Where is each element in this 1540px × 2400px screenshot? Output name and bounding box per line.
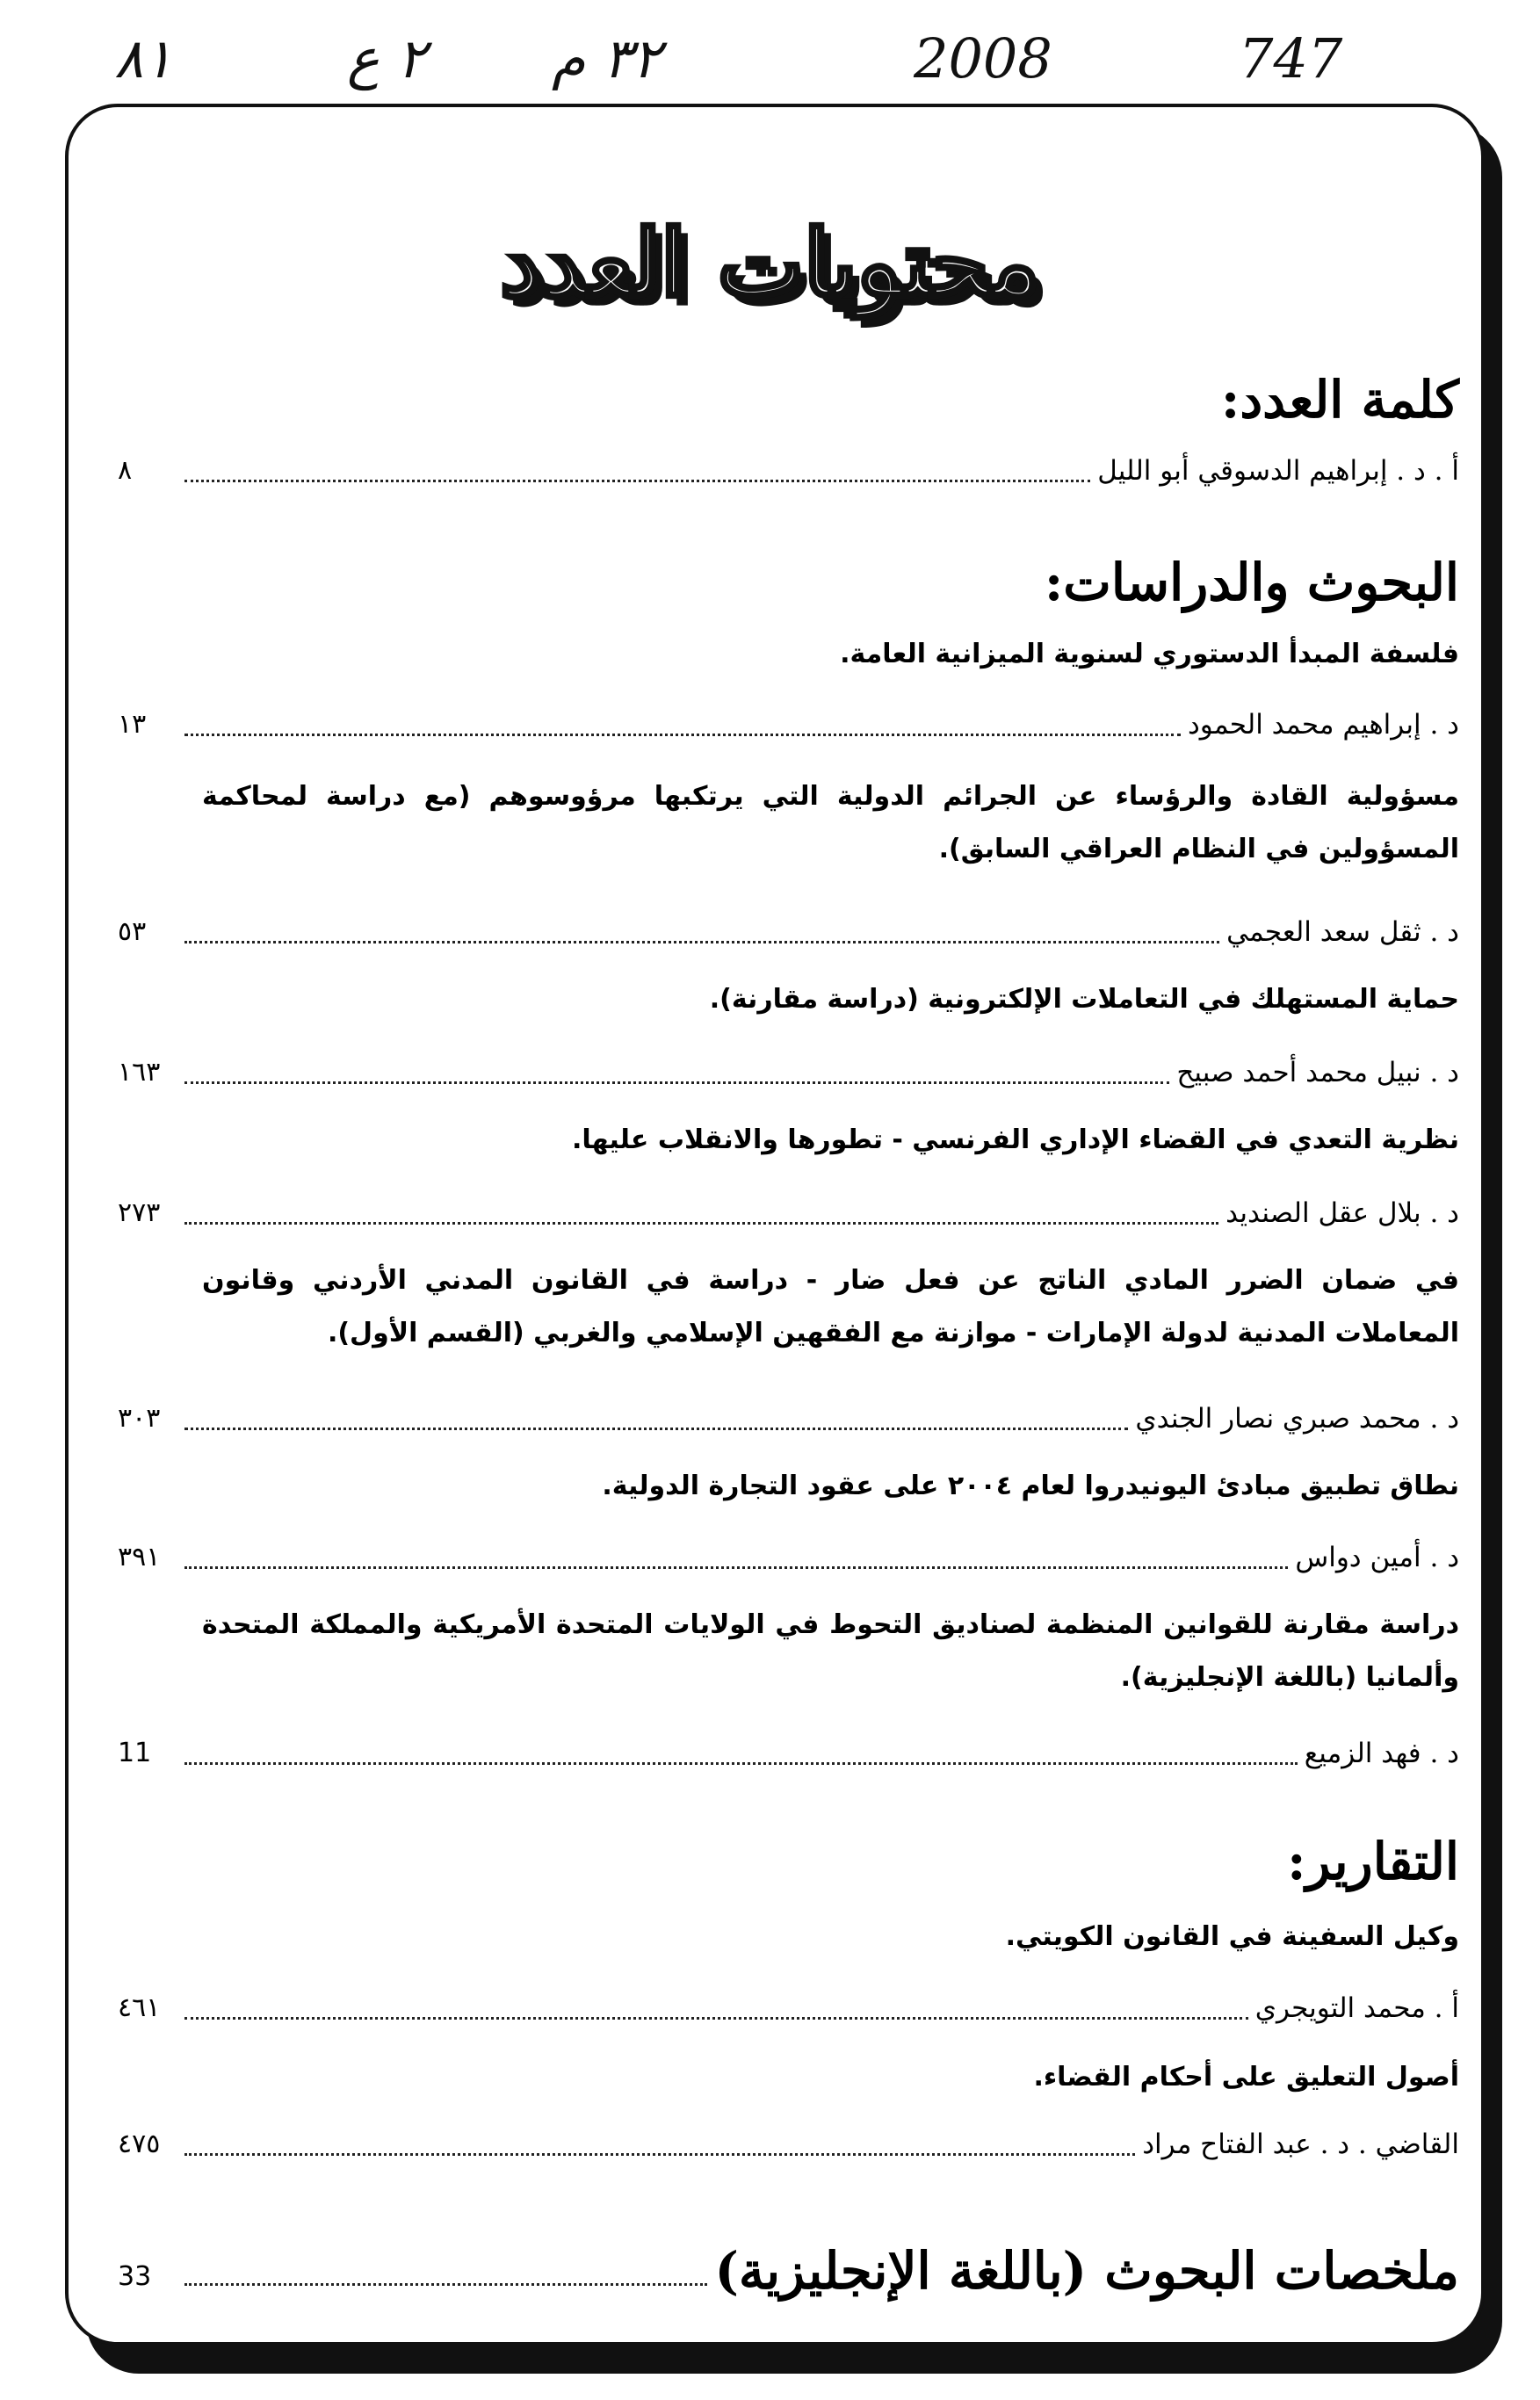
entry-author: د . إبراهيم محمد الحمود — [1188, 709, 1459, 741]
entry-title: في ضمان الضرر المادي الناتج عن فعل ضار - دراسة في القانون المدني الأردني وقانون المعاملات المدنية لدولة الإمارات - موازنة مع الفقهين الإسلامي والغربي (القسم الأول). — [202, 1265, 1459, 1348]
handwritten-issue: ٣٢ م — [552, 26, 662, 90]
entry-title: فلسفة المبدأ الدستوري لسنوية الميزانية العامة. — [840, 639, 1459, 669]
dot-leader — [184, 1221, 1218, 1225]
toc-entry-research-4[interactable] — [118, 1186, 1459, 1235]
entry-page: ١٣ — [118, 709, 147, 740]
dot-leader — [184, 1761, 1298, 1765]
entry-page: 33 — [118, 2261, 152, 2292]
entry-title: دراسة مقارنة للقوانين المنظمة لصناديق التحوط في الولايات المتحدة الأمريكية والمملكة المتحدة وألمانيا (باللغة الإنجليزية). — [202, 1609, 1459, 1693]
dot-leader — [184, 1081, 1169, 1084]
dot-leader — [184, 1565, 1288, 1569]
entry-author: د . ثقل سعد العجمي — [1226, 916, 1459, 948]
toc-entry-research-1[interactable] — [118, 698, 1459, 747]
entry-page: ١٦٣ — [118, 1057, 161, 1088]
entry-page: ٨ — [118, 455, 133, 486]
toc-entry-report-2[interactable] — [118, 2117, 1459, 2166]
dot-leader — [184, 733, 1181, 736]
entry-page: ٤٧٥ — [118, 2129, 161, 2159]
page-title: محتويات العدد — [500, 209, 1040, 317]
entry-title: وكيل السفينة في القانون الكويتي. — [1005, 1921, 1459, 1952]
entry-title: مسؤولية القادة والرؤساء عن الجرائم الدولية التي يرتكبها مرؤوسوهم (مع دراسة لمحاكمة المسؤولين في النظام العراقي السابق). — [202, 781, 1459, 864]
handwritten-ref: ٨١ — [114, 26, 173, 90]
handwritten-year: 2008 — [914, 26, 1052, 90]
toc-entry-research-7[interactable] — [118, 1726, 1459, 1775]
entry-author: أ . محمد التويجري — [1254, 1992, 1459, 2024]
entry-author: د . محمد صبري نصار الجندي — [1135, 1403, 1459, 1435]
toc-entry-research-5[interactable] — [118, 1392, 1459, 1441]
toc-entry-editorial[interactable] — [118, 444, 1459, 493]
dot-leader — [184, 2283, 707, 2286]
handwritten-code: 747 — [1239, 26, 1343, 90]
section-heading-english-abstracts: ملخصات البحوث (باللغة الإنجليزية) — [714, 2241, 1459, 2301]
entry-page: ٥٣ — [118, 916, 147, 947]
section-heading-research: البحوث والدراسات: — [1044, 553, 1459, 612]
entry-title: حماية المستهلك في التعاملات الإلكترونية (دراسة مقارنة). — [709, 984, 1459, 1015]
handwritten-volume: ٢ ع — [347, 26, 427, 90]
entry-page: ٤٦١ — [118, 1992, 161, 2023]
entry-page: ٣٠٣ — [118, 1403, 161, 1434]
entry-author: د . نبيل محمد أحمد صبيح — [1176, 1057, 1459, 1088]
section-heading-reports: التقارير: — [1287, 1832, 1459, 1891]
entry-page: 11 — [118, 1738, 152, 1768]
entry-title: نطاق تطبيق مبادئ اليونيدروا لعام ٢٠٠٤ على عقود التجارة الدولية. — [602, 1471, 1459, 1501]
entry-page: ٢٧٣ — [118, 1197, 161, 1228]
entry-author: د . بلال عقل الصنديد — [1225, 1197, 1459, 1229]
dot-leader — [184, 2152, 1135, 2156]
entry-title: أصول التعليق على أحكام القضاء. — [1033, 2062, 1459, 2093]
dot-leader — [184, 1427, 1128, 1430]
entry-author: القاضي . د . عبد الفتاح مراد — [1142, 2129, 1459, 2160]
section-heading-editorial: كلمة العدد: — [1220, 370, 1459, 430]
toc-entry-english-abstracts[interactable] — [118, 2231, 1459, 2302]
entry-author: د . فهد الزميع — [1304, 1738, 1459, 1769]
toc-entry-research-6[interactable] — [118, 1530, 1459, 1580]
entry-author: د . أمين دواس — [1295, 1542, 1459, 1573]
entry-author: أ . د . إبراهيم الدسوقي أبو الليل — [1097, 455, 1459, 487]
toc-entry-research-2[interactable] — [118, 905, 1459, 954]
dot-leader — [184, 479, 1090, 482]
toc-entry-research-3[interactable] — [118, 1045, 1459, 1095]
dot-leader — [184, 2016, 1248, 2020]
entry-title: نظرية التعدي في القضاء الإداري الفرنسي - تطورها والانقلاب عليها. — [571, 1124, 1459, 1155]
dot-leader — [184, 940, 1219, 943]
entry-page: ٣٩١ — [118, 1542, 161, 1572]
toc-entry-report-1[interactable] — [118, 1981, 1459, 2030]
